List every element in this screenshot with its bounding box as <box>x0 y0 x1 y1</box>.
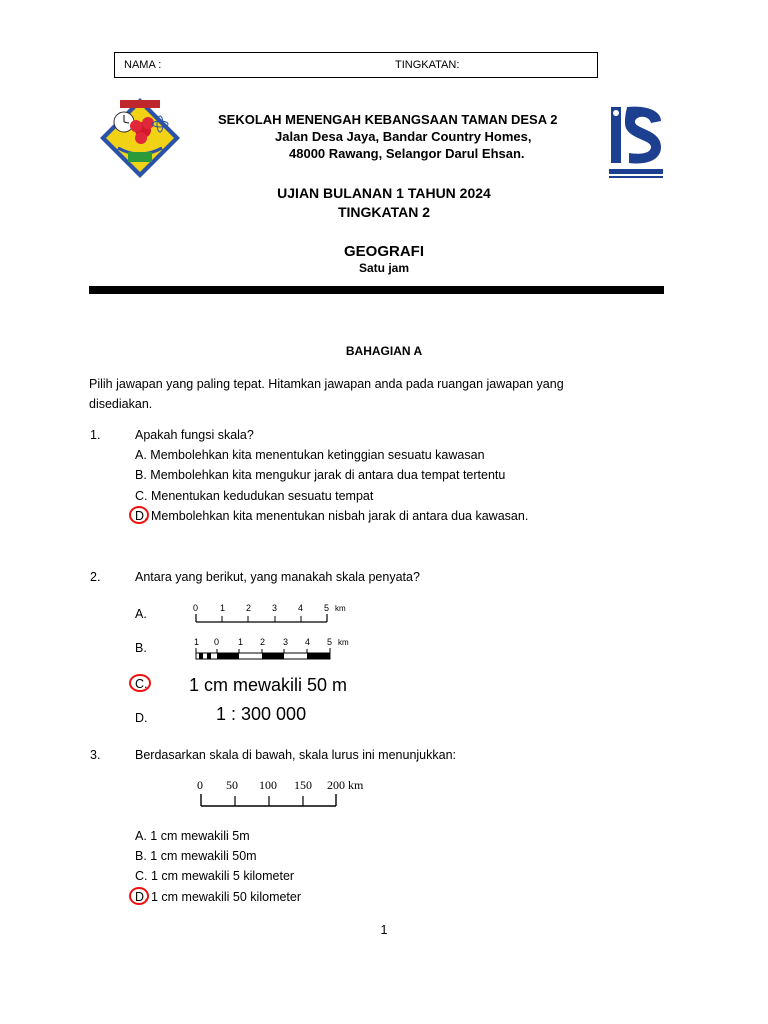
q3-answer-circle <box>129 887 149 905</box>
scale-a-tick-label: 1 <box>220 603 226 613</box>
q3-text: Berdasarkan skala di bawah, skala lurus ini menunjukkan: <box>135 748 457 762</box>
q3-option-c: C. 1 cm mewakili 5 kilometer <box>135 869 295 883</box>
q3-tick-label: 0 <box>197 778 203 792</box>
student-info-box <box>114 52 598 78</box>
q1-answer-circle <box>129 506 149 524</box>
scale-b-tick-label: 5 <box>327 637 333 647</box>
q3-tick-label: 50 <box>226 778 238 792</box>
q3-linear-scale <box>192 774 372 810</box>
instruction-line1: Pilih jawapan yang paling tepat. Hitamkan jawapan anda pada ruangan jawapan yang <box>89 377 564 391</box>
q3-option-d: D. 1 cm mewakili 50 kilometer <box>135 890 302 904</box>
q2-option-c-statement: 1 cm mewakili 50 m <box>189 675 348 695</box>
scale-b-unit: km <box>338 638 349 647</box>
q2-text: Antara yang berikut, yang manakah skala penyata? <box>135 570 420 584</box>
instruction-line2: disediakan. <box>89 397 153 411</box>
q1-option-d: D. Membolehkan kita menentukan nisbah jarak di antara dua kawasan. <box>135 509 529 523</box>
scale-b-tick-label: 0 <box>214 637 220 647</box>
q2-letter-c: C. <box>135 677 148 691</box>
name-label: NAMA : <box>124 59 162 71</box>
q1-option-b: B. Membolehkan kita mengukur jarak di antara dua tempat tertentu <box>135 468 506 482</box>
scale-a-tick-label: 2 <box>246 603 252 613</box>
q2-letter-b: B. <box>135 641 147 655</box>
scale-b-tick-label: 1 <box>194 637 200 647</box>
q1-option-a: A. Membolehkan kita menentukan ketinggian sesuatu kawasan <box>135 448 485 462</box>
school-name: SEKOLAH MENENGAH KEBANGSAAN TAMAN DESA 2 <box>218 112 558 127</box>
scale-a-tick-label: 3 <box>272 603 278 613</box>
section-title: BAHAGIAN A <box>345 344 423 358</box>
scale-a-tick-label: 4 <box>298 603 304 613</box>
q3-option-b: B. 1 cm mewakili 50m <box>135 849 257 863</box>
scale-b-tick-label: 2 <box>260 637 266 647</box>
q2-letter-d: D. <box>135 711 148 725</box>
scale-a-tick-label: 5 <box>324 603 330 613</box>
q1-option-c: C. Menentukan kedudukan sesuatu tempat <box>135 489 374 503</box>
q2-number: 2. <box>90 570 101 584</box>
q3-number: 3. <box>90 748 101 762</box>
school-address-line2: 48000 Rawang, Selangor Darul Ehsan. <box>289 146 525 161</box>
scale-a-tick-label: 0 <box>193 603 199 613</box>
subject-title: GEOGRAFI <box>343 243 424 260</box>
q3-tick-label: 100 <box>259 778 277 792</box>
exam-title: UJIAN BULANAN 1 TAHUN 2024 <box>277 185 491 201</box>
q1-text: Apakah fungsi skala? <box>135 428 254 442</box>
school-address-line1: Jalan Desa Jaya, Bandar Country Homes, <box>275 129 532 144</box>
q3-tick-label: 150 <box>294 778 312 792</box>
scale-b-tick-label: 4 <box>305 637 311 647</box>
q2-letter-a: A. <box>135 607 147 621</box>
scale-a-unit: km <box>335 604 346 613</box>
header-divider <box>89 286 664 294</box>
form-label: TINGKATAN: <box>395 59 460 71</box>
form-title: TINGKATAN 2 <box>337 204 431 220</box>
q2-linear-scale-a <box>190 601 350 627</box>
q3-tick-label: 200 km <box>327 778 364 792</box>
ministry-logo-icon <box>607 101 665 181</box>
duration-text: Satu jam <box>358 261 409 275</box>
page-number: 1 <box>380 923 388 937</box>
q2-linear-scale-b <box>190 634 355 662</box>
q2-answer-circle <box>129 674 151 692</box>
school-logo-icon <box>98 96 182 180</box>
q1-number: 1. <box>90 428 101 442</box>
q3-option-a: A. 1 cm mewakili 5m <box>135 829 250 843</box>
scale-b-tick-label: 1 <box>238 637 244 647</box>
q2-option-d-ratio: 1 : 300 000 <box>216 704 307 724</box>
scale-b-tick-label: 3 <box>283 637 289 647</box>
